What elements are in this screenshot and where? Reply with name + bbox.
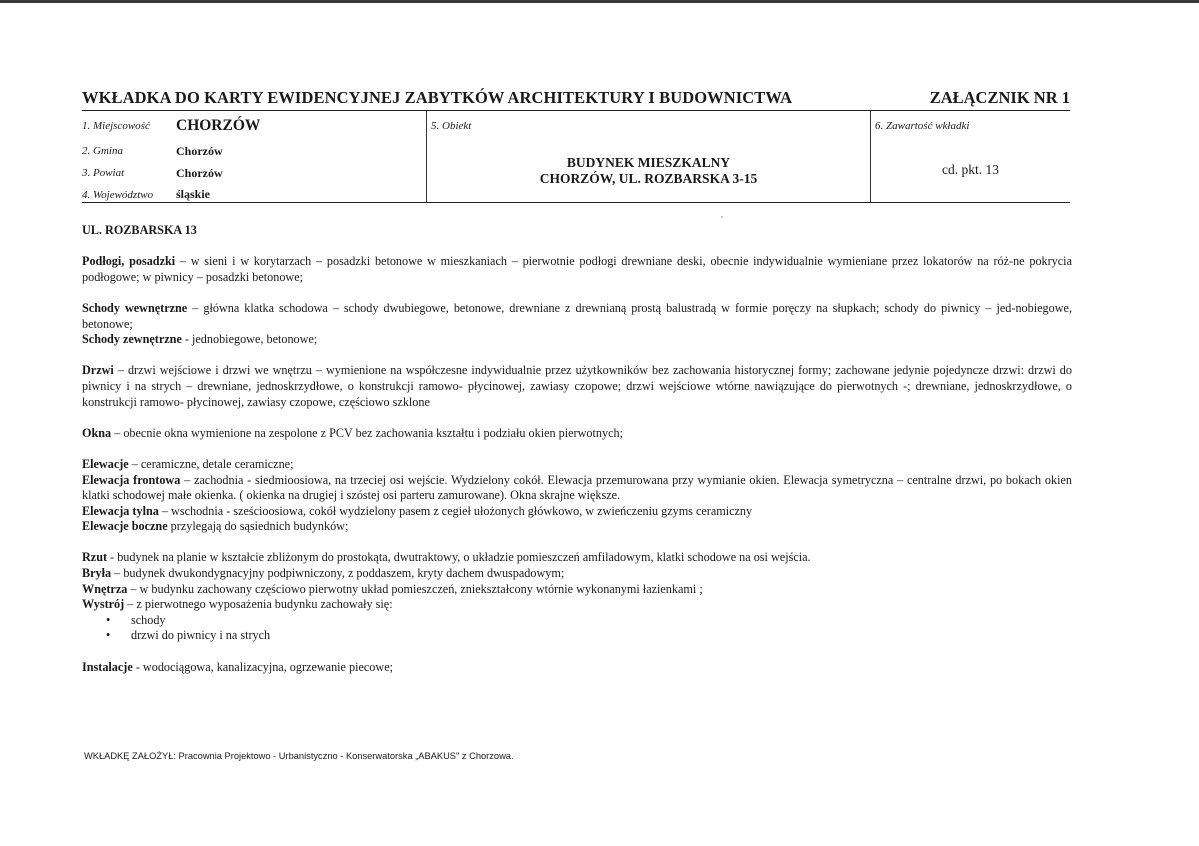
windows-heading: Okna xyxy=(82,425,112,440)
interior-heading: Wnętrza xyxy=(82,581,128,596)
mass-paragraph xyxy=(82,566,1072,582)
contents-value: cd. pkt. 13 xyxy=(942,162,999,177)
side-elevations-heading: Elewacje boczne xyxy=(82,519,168,534)
contents-column xyxy=(871,111,1070,202)
decor-list xyxy=(82,613,1072,644)
interior-text: – w budynku zachowany częściowo pierwotny układ pomieszczeń, zniekształcony wtórnie wykonanymi łazienkami ; xyxy=(127,581,703,596)
object-name-line-2: CHORZÓW, UL. ROZBARSKA 3-15 xyxy=(539,171,758,186)
plan-paragraph xyxy=(82,550,1072,566)
floors-text: – w sieni i w korytarzach – posadzki betonowe w mieszkaniach – pierwotnie podłogi drewniane deski, obecnie indywidualnie wymieniane przez lokatorów na róż-ne pokrycia podłogowe; w piwnicy – posadzki betonowe; xyxy=(82,254,1072,284)
bullet-icon: • xyxy=(106,628,111,643)
mass-text: – budynek dwukondygnacyjny podpiwniczony, z poddaszem, kryty dachem dwuspadowym; xyxy=(111,566,565,581)
place-label: 1. Miejscowość xyxy=(82,120,150,132)
commune-label: 2. Gmina xyxy=(82,145,123,157)
stairs-inner-text: – główna klatka schodowa – schody dwubiegowe, betonowe, drewniane z drewnianą prostą balustradą w formie poręczy na słupkach; schody do piwnicy – jed-nobiegowe, betonowe; xyxy=(82,300,1072,331)
plan-heading: Rzut xyxy=(82,550,108,565)
rear-elevation-heading: Elewacja tylna xyxy=(82,503,159,518)
object-name-line-1: BUDYNEK MIESZKALNY xyxy=(566,155,731,170)
doors-heading: Drzwi xyxy=(82,363,114,378)
interior-paragraph xyxy=(82,582,1072,598)
decor-item-label: drzwi do piwnicy i na strych xyxy=(131,628,271,643)
commune-value: Chorzów xyxy=(176,144,223,158)
list-item xyxy=(82,613,1072,629)
installations-paragraph xyxy=(82,660,1072,676)
location-column xyxy=(82,111,426,202)
list-item xyxy=(82,628,1072,644)
decor-item-label: schody xyxy=(131,612,166,627)
scan-speck xyxy=(721,216,723,218)
voivodeship-label: 4. Województwo xyxy=(82,189,154,201)
decor-text: – z pierwotnego wyposażenia budynku zachowały się: xyxy=(124,597,393,612)
stairs-inner-heading: Schody wewnętrzne xyxy=(82,300,188,315)
section-title: UL. ROZBARSKA 13 xyxy=(82,223,197,237)
elevations-text: – ceramiczne, detale ceramiczne; xyxy=(128,456,294,471)
rear-elevation-text: – wschodnia - sześcioosiowa, cokół wydzielony pasem z cegieł ułożonych główkowo, w zwieńczeniu gzyms ceramiczny xyxy=(158,503,753,518)
object-label: 5. Obiekt xyxy=(431,120,472,132)
front-elevation-heading: Elewacja frontowa xyxy=(82,472,181,487)
elevations-heading: Elewacje xyxy=(82,456,129,471)
document-header xyxy=(82,86,1070,108)
floors-heading: Podłogi, posadzki xyxy=(82,254,176,269)
stairs-outer-paragraph xyxy=(82,332,1072,348)
side-elevations-text: przylegają do sąsiednich budynków; xyxy=(167,519,349,534)
object-column xyxy=(426,111,871,202)
stairs-outer-text: - jednobiegowe, betonowe; xyxy=(181,332,318,347)
stairs-outer-heading: Schody zewnętrzne xyxy=(82,332,182,347)
voivodeship-value: śląskie xyxy=(176,187,211,201)
doors-paragraph xyxy=(82,363,1072,410)
annex-number: ZAŁĄCZNIK NR 1 xyxy=(929,88,1070,107)
object-name xyxy=(427,155,870,187)
windows-text: – obecnie okna wymienione na zespolone z PCV bez zachowania kształtu i podziału okien pierwotnych; xyxy=(111,425,623,440)
decor-heading: Wystrój xyxy=(82,597,125,612)
district-label: 3. Powiat xyxy=(82,167,125,179)
decor-paragraph xyxy=(82,597,1072,613)
document-body xyxy=(82,223,1072,675)
bullet-icon: • xyxy=(106,612,111,627)
document-title: WKŁADKA DO KARTY EWIDENCYJNEJ ZABYTKÓW ARCHITEKTURY I BUDOWNICTWA xyxy=(82,88,793,107)
contents-label: 6. Zawartość wkładki xyxy=(875,120,970,132)
plan-text: - budynek na planie w kształcie zbliżonym do prostokąta, dwutraktowy, o układzie pomieszczeń amfiladowym, klatki schodowe na osi wejścia. xyxy=(107,550,811,565)
place-value: CHORZÓW xyxy=(176,117,261,134)
district-value: Chorzów xyxy=(176,166,223,180)
mass-heading: Bryła xyxy=(82,566,112,581)
footer-credit: WKŁADKĘ ZAŁOŻYŁ: Pracownia Projektowo - Urbanistyczno - Konserwatorska „ABAKUS" z Chorzowa. xyxy=(84,751,514,761)
rear-elevation-paragraph xyxy=(82,504,1072,520)
front-elevation-paragraph xyxy=(82,473,1072,504)
doors-text: – drzwi wejściowe i drzwi we wnętrzu – wymienione na współczesne indywidualnie przez użytkowników bez zachowania historycznej formy; zachowane jedynie pojedyncze drzwi: drzwi do piwnicy i na strych – drewniane, jednoskrzydłowe, o konstrukcji ramowo- płycinowej, zawiasy czopowe; drzwi wejściowe wtórne nawiązujące do pierwotnych -; drewniane, jednoskrzydłowe, o konstrukcji ramowo- płycinowej, zawiasy czopowe, częściowo szklone xyxy=(82,363,1072,409)
installations-heading: Instalacje xyxy=(82,659,133,674)
floors-paragraph xyxy=(82,254,1072,285)
elevations-paragraph xyxy=(82,457,1072,473)
record-header-table xyxy=(82,110,1070,203)
stairs-inner-paragraph xyxy=(82,301,1072,332)
scan-top-edge xyxy=(0,0,1199,3)
side-elevations-paragraph xyxy=(82,519,1072,535)
windows-paragraph xyxy=(82,426,1072,442)
installations-text: - wodociągowa, kanalizacyjna, ogrzewanie piecowe; xyxy=(132,659,393,674)
front-elevation-text: – zachodnia - siedmioosiowa, na trzeciej osi wejście. Wydzielony cokół. Elewacja przemurowana przy wymianie okien. Elewacja symetryczna – centralne drzwi, po bokach okien klatki schodowej małe okienka. ( okienka na drugiej i szóstej osi parteru zamurowane). Okna skrajne większe. xyxy=(82,472,1072,503)
